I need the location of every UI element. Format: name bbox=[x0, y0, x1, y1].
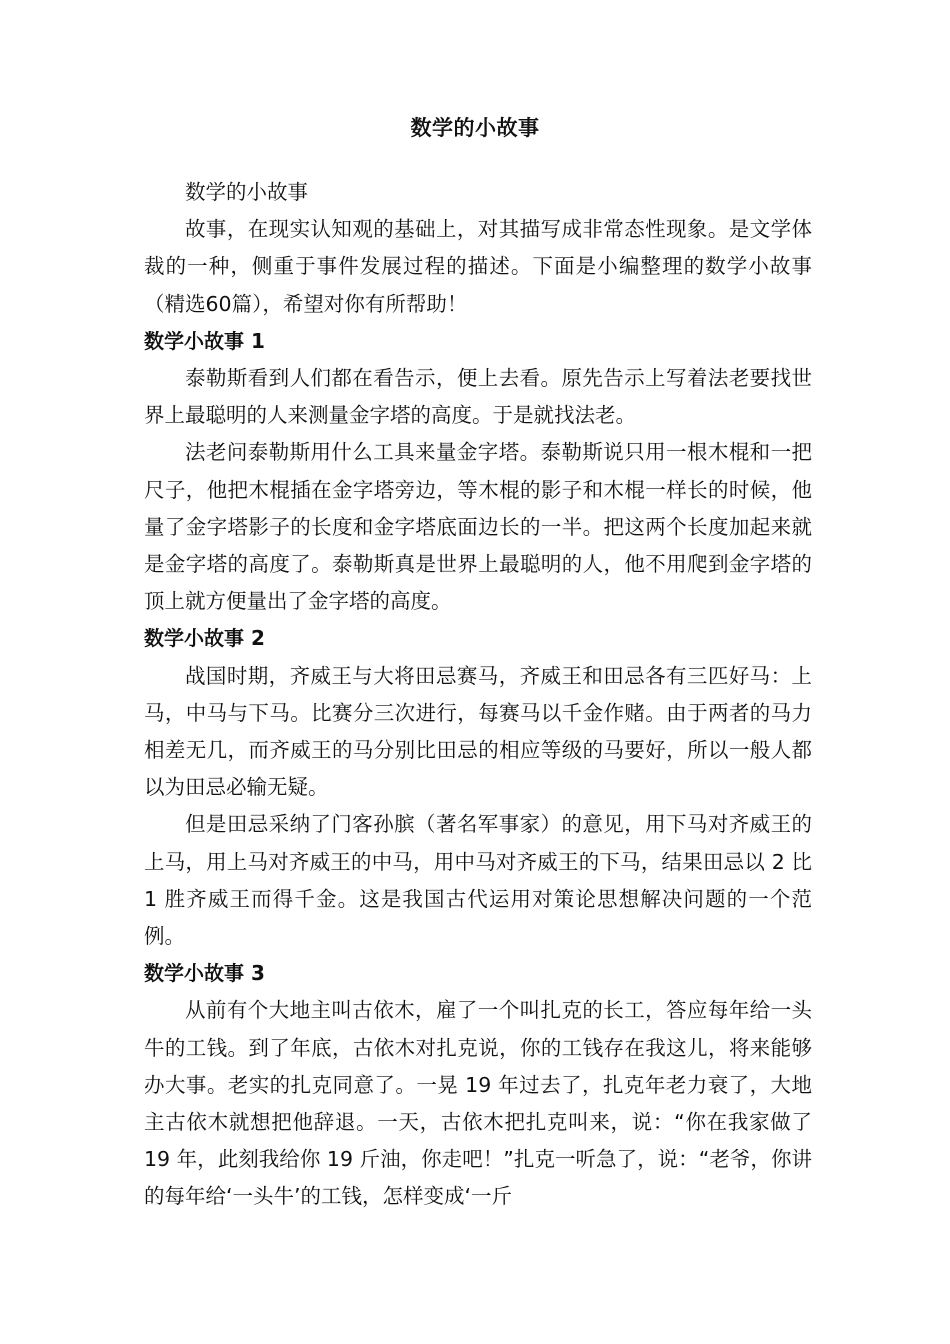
intro-paragraph: 故事，在现实认知观的基础上，对其描写成非常态性现象。是文学体裁的一种，侧重于事件发展过程的描述。下面是小编整理的数学小故事（精选60篇），希望对你有所帮助！ bbox=[144, 217, 812, 316]
section-heading: 数学小故事 3 bbox=[144, 961, 265, 986]
document-body bbox=[144, 174, 812, 1216]
section-heading: 数学小故事 2 bbox=[144, 626, 265, 651]
story-paragraph: 从前有个大地主叫古依木，雇了一个叫扎克的长工，答应每年给一头牛的工钱。到了年底，古依木对扎克说，你的工钱存在我这儿，将来能够办大事。老实的扎克同意了。一晃 19 年过去了，扎克年老力衰了，大地主古依木就想把他辞退。一天，古依木把扎克叫来，说：“你在我家做了 19 年，此刻我给你 19 斤油，你走吧！”扎克一听急了，说：“老爷，你讲的每年给‘一头牛’的工钱，怎样变成‘一斤 bbox=[144, 998, 812, 1209]
story-paragraph: 但是田忌采纳了门客孙膑（著名军事家）的意见，用下马对齐威王的上马，用上马对齐威王的中马，用中马对齐威王的下马，结果田忌以 2 比 1 胜齐威王而得千金。这是我国古代运用对策论思想解决问题的一个范例。 bbox=[144, 812, 812, 949]
story-paragraph: 法老问泰勒斯用什么工具来量金字塔。泰勒斯说只用一根木棍和一把尺子，他把木棍插在金字塔旁边，等木棍的影子和木棍一样长的时候，他量了金字塔影子的长度和金字塔底面边长的一半。把这两个长度加起来就是金字塔的高度了。泰勒斯真是世界上最聪明的人，他不用爬到金字塔的顶上就方便量出了金字塔的高度。 bbox=[144, 440, 812, 614]
section-heading: 数学小故事 1 bbox=[144, 328, 265, 353]
page-title: 数学的小故事 bbox=[410, 116, 540, 140]
intro-paragraph: 数学的小故事 bbox=[185, 180, 308, 204]
story-paragraph: 战国时期，齐威王与大将田忌赛马，齐威王和田忌各有三匹好马：上马，中马与下马。比赛分三次进行，每赛马以千金作赌。由于两者的马力相差无几，而齐威王的马分别比田忌的相应等级的马要好，所以一般人都以为田忌必输无疑。 bbox=[144, 663, 812, 800]
story-paragraph: 泰勒斯看到人们都在看告示，便上去看。原先告示上写着法老要找世界上最聪明的人来测量金字塔的高度。于是就找法老。 bbox=[144, 366, 812, 428]
